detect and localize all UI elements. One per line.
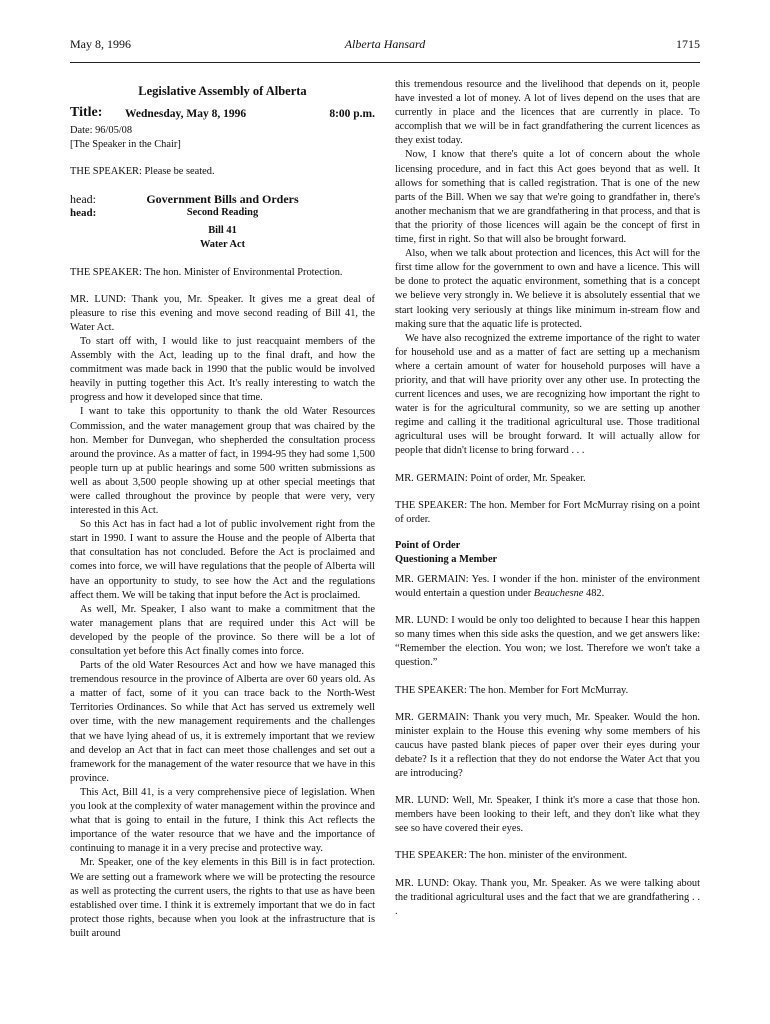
date-line: Date: 96/05/08 — [70, 125, 133, 137]
lund-reply-2: MR. LUND: Well, Mr. Speaker, I think it's more a case that those hon. members have been looking to their left, and they don't like what they see so have covered their eyes. — [395, 795, 700, 835]
lund-speech-p2: To start off with, I would like to just reacquaint members of the Assembly with the Act, leading up to the final draft, and how the commitment was made back in 1990 that the public would be involved heavily in putting together this Act. It's really interesting to watch the progress and how it developed since that time. — [70, 335, 375, 404]
chair-line: [The Speaker in the Chair] — [70, 139, 181, 151]
lund-speech-p5: As well, Mr. Speaker, I also want to make a commitment that the water management plans that are required under this Act will be developed by the people of the province. So there will be a lot of consultation yet before this Act finally comes into force. — [70, 603, 375, 657]
title-date: Wednesday, May 8, 1996 — [125, 108, 247, 121]
speaker-recognizes-minister: THE SPEAKER: The hon. Minister of Environmental Protection. — [70, 266, 343, 278]
germain-question — [395, 573, 700, 601]
head-row-1 — [70, 192, 375, 206]
head-label: head: — [70, 192, 96, 207]
subheading-point-of-order: Point of Order — [395, 539, 461, 551]
assembly-title: Legislative Assembly of Alberta — [138, 84, 307, 98]
head-label: head: — [70, 207, 97, 220]
header-page-number: 1715 — [676, 37, 700, 51]
germain-point-of-order: MR. GERMAIN: Point of order, Mr. Speaker. — [395, 472, 586, 484]
beauchesne-citation: Beauchesne — [533, 588, 584, 600]
lund-speech-p8: Mr. Speaker, one of the key elements in this Bill is in fact protection. We are setting out a framework where we will be protecting the resource as well as protecting the current users, the rights to that use as have been established over time. I think it is extremely important that we do in fact protect those rights, because when you look at the infrastructure that is built around — [70, 857, 375, 939]
sitting-title-row — [70, 106, 375, 124]
speaker-fort-mcmurray: THE SPEAKER: The hon. Member for Fort McMurray. — [395, 684, 629, 696]
title-label: Title: — [70, 105, 103, 121]
lund-speech-p1: MR. LUND: Thank you, Mr. Speaker. It gives me a great deal of pleasure to rise this evening and move second reading of Bill 41, the Water Act. — [70, 293, 375, 333]
lund-speech-cont-p3: Also, when we talk about protection and licences, this Act will for the first time allow for the government to own and have a licence. This will be done to protect the aquatic environment, something that is a concept we believe very strongly in. We believe it is absolutely essential that we start looking very seriously at things like minimum in-stream flow and making sure that the aquatic life is protected. — [395, 248, 700, 330]
bill-name: Water Act — [199, 239, 246, 251]
header-date: May 8, 1996 — [70, 37, 131, 51]
lund-speech-p3: I want to take this opportunity to thank the old Water Resources Commission, and the water management group that was chaired by the hon. Member for Dunvegan, who shepherded the consultation process around the province. As a matter of fact, in 1994-95 they had some 1,500 people turn up at public hearings and some 500 written submissions as well as about 3,500 people showing up at other special meetings that were called throughout the province by people that were very, very interested in this Act. — [70, 406, 375, 517]
header-rule — [70, 62, 700, 63]
lund-speech-cont-p2: Now, I know that there's quite a lot of concern about the whole licensing procedure, and in fact this Act goes beyond that as well. It allows for something that is called registration. That is one of the new parts of the Bill. When we say that we're going to grandfather in, there's another mechanism that we are grandfathering in that process, and that is that the priority of those licences will again be the concept of first in time, first in right. So that will also be brought forward. — [395, 149, 700, 246]
title-time: 8:00 p.m. — [329, 108, 375, 121]
header-publication: Alberta Hansard — [344, 37, 426, 51]
germain-question-text: MR. GERMAIN: Yes. I wonder if the hon. minister of the environment would entertain a question under — [395, 574, 700, 600]
page-header — [70, 37, 700, 53]
germain-question-2: MR. GERMAIN: Thank you very much, Mr. Speaker. Would the hon. minister explain to the House this evening why some members of his caucus have pasted blank pieces of paper over their eyes during your debate? Is it a reflection that they do not endorse the Water Act that you are introducing? — [395, 711, 700, 780]
bill-number: Bill 41 — [208, 225, 237, 237]
germain-question-end: 482. — [583, 588, 605, 600]
lund-speech-p4: So this Act has in fact had a lot of public involvement right from the start in 1990. I want to assure the House and the people of Alberta that that consultation has not concluded. Before the Act is proclaimed and comes into force, we will have regulations that the people of Alberta will have an opportunity to study, to see how the Act and the regulations affect them. We will be taking that input before the Act is proclaimed. — [70, 519, 375, 601]
lund-speech-p6: Parts of the old Water Resources Act and how we have managed this tremendous resource in the province of Alberta are over 60 years old. As a matter of fact, some of it you can trace back to the North-West Territories Ordinances. So while that Act has served us extremely well over time, with the new management requirements and the challenges that we have lying ahead of us, it is extremely important that we review and develop an Act that in fact can meet those challenges and set out a framework for the management of the water resource that we have in this province. — [70, 660, 375, 784]
left-column — [70, 78, 375, 941]
lund-continues: MR. LUND: Okay. Thank you, Mr. Speaker. As we were talking about the traditional agricultural uses and the fact that we are grandfathering . . . — [395, 877, 700, 917]
head-row-2 — [70, 206, 375, 220]
lund-reply: MR. LUND: I would be only too delighted to because I hear this happen so many times when this side asks the question, and we get answers like: “Remember the election. You won; we lost. Therefore we won't take a question.” — [395, 615, 700, 669]
speaker-point-of-order: THE SPEAKER: The hon. Member for Fort McMurray rising on a point of order. — [395, 499, 700, 525]
speaker-please-be-seated: THE SPEAKER: Please be seated. — [70, 166, 215, 178]
lund-speech-cont-p1: this tremendous resource and the livelihood that depends on it, people have invested a lot of money. A lot of lives depend on the uses that are currently in place and the licences that are currently in place. To accomplish that we will be in fact grandfathering the current licences as they exist today. — [395, 79, 700, 147]
lund-speech-p7: This Act, Bill 41, is a very comprehensive piece of legislation. When you look at the complexity of water management within the province and what that is going to entail in the future, I think this Act reflects the importance of the water resource that we have and the importance of continuing to manage it in a very precise and protective way. — [70, 786, 375, 855]
right-column — [395, 78, 700, 919]
head-government-bills: Government Bills and Orders — [146, 192, 299, 207]
head-second-reading: Second Reading — [186, 207, 259, 219]
speaker-minister: THE SPEAKER: The hon. minister of the environment. — [395, 850, 628, 862]
lund-speech-cont-p4: We have also recognized the extreme importance of the right to water for household use and as a matter of fact are setting up a mechanism where a certain amount of water for household purposes will have a priority, and that will have priority over any other use. In protecting the current licences and uses, we are recognizing how important the right to water is for the agricultural community, so we are setting up another regime and calling it the traditional agricultural use. Those traditional agricultural uses will be brought forward. It will actually allow for people that didn't license to bring forward . . . — [395, 332, 700, 457]
subheading-questioning-member: Questioning a Member — [395, 553, 498, 565]
